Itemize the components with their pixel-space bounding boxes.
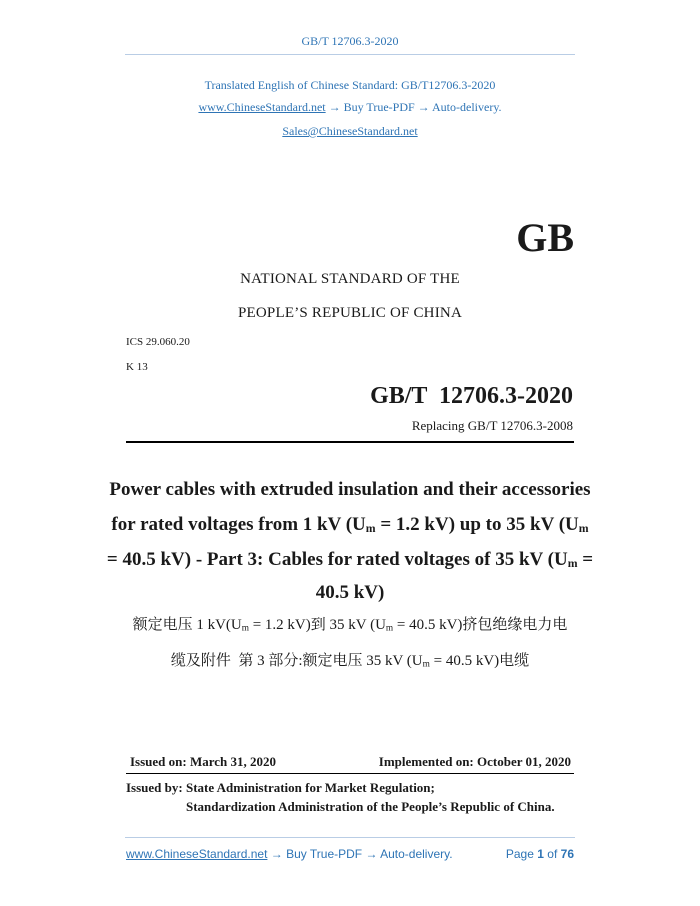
title-text: for rated voltages from 1 kV (U (111, 514, 366, 535)
title-rule (126, 441, 574, 443)
title-text: = 1.2 kV)到 35 kV (U (248, 617, 386, 633)
title-text: 缆及附件 第 3 部分:额定电压 35 kV (U (170, 653, 423, 669)
standard-number: GB/T 12706.3-2020 (370, 383, 573, 409)
footer-rule (125, 837, 575, 838)
page-label: Page (505, 847, 534, 861)
subscript: m (365, 521, 376, 535)
page-total: 76 (560, 847, 574, 861)
email-link[interactable]: Sales@ChineseStandard.net (282, 124, 418, 138)
title-en-line-4: 40.5 kV) (315, 582, 385, 603)
site-link[interactable]: www.ChineseStandard.net (198, 100, 326, 114)
page-indicator (506, 847, 574, 861)
ics-code: ICS 29.060.20 (126, 336, 190, 348)
title-en-line-1: Power cables with extruded insulation and their accessories (109, 479, 591, 500)
running-header: GB/T 12706.3-2020 (301, 34, 399, 48)
gb-logo: GB (516, 215, 574, 260)
title-en-line-2 (0, 514, 700, 536)
page-current: 1 (537, 847, 544, 861)
title-text: 额定电压 1 kV(U (132, 617, 242, 633)
title-text: = 40.5 kV) - Part 3: Cables for rated voltages of 35 kV (U (106, 549, 568, 570)
purchase-line (0, 100, 700, 115)
page-of: of (547, 847, 558, 861)
subscript: m (241, 623, 249, 634)
national-standard-line-1: NATIONAL STANDARD OF THE (240, 271, 460, 287)
title-cn-line-1 (0, 613, 700, 634)
footer-site-link[interactable]: www.ChineseStandard.net (126, 847, 268, 861)
title-cn-line-2 (0, 649, 700, 670)
email-line (0, 124, 700, 139)
title-en-line-3 (0, 549, 700, 571)
subscript: m (578, 521, 589, 535)
implemented-on-date: Implemented on: October 01, 2020 (378, 754, 571, 769)
issued-by-second-authority: Standardization Administration of the People’s Republic of China. (186, 799, 555, 814)
title-text: = (577, 549, 594, 570)
footer-purchase-text: → Buy True-PDF → Auto-delivery. (267, 847, 453, 861)
purchase-text: → Buy True-PDF → Auto-delivery. (325, 100, 502, 114)
title-text: = 40.5 kV)电缆 (429, 653, 530, 669)
title-text: = 40.5 kV)挤包绝缘电力电 (393, 617, 568, 633)
subscript: m (385, 623, 394, 634)
national-standard-line-2: PEOPLE’S REPUBLIC OF CHINA (238, 305, 462, 321)
translation-notice: Translated English of Chinese Standard: GB/T12706.3-2020 (204, 78, 496, 92)
issued-on-date: Issued on: March 31, 2020 (130, 754, 277, 769)
replacing-note: Replacing GB/T 12706.3-2008 (411, 418, 573, 433)
issued-by: Issued by: State Administration for Market Regulation; (126, 780, 435, 795)
header-rule (125, 54, 575, 55)
dates-rule (126, 773, 574, 774)
title-text: = 1.2 kV) up to 35 kV (U (375, 514, 579, 535)
subscript: m (422, 659, 430, 670)
subscript: m (567, 556, 578, 570)
footer-purchase-line (126, 847, 453, 861)
ccs-code: K 13 (126, 361, 148, 373)
